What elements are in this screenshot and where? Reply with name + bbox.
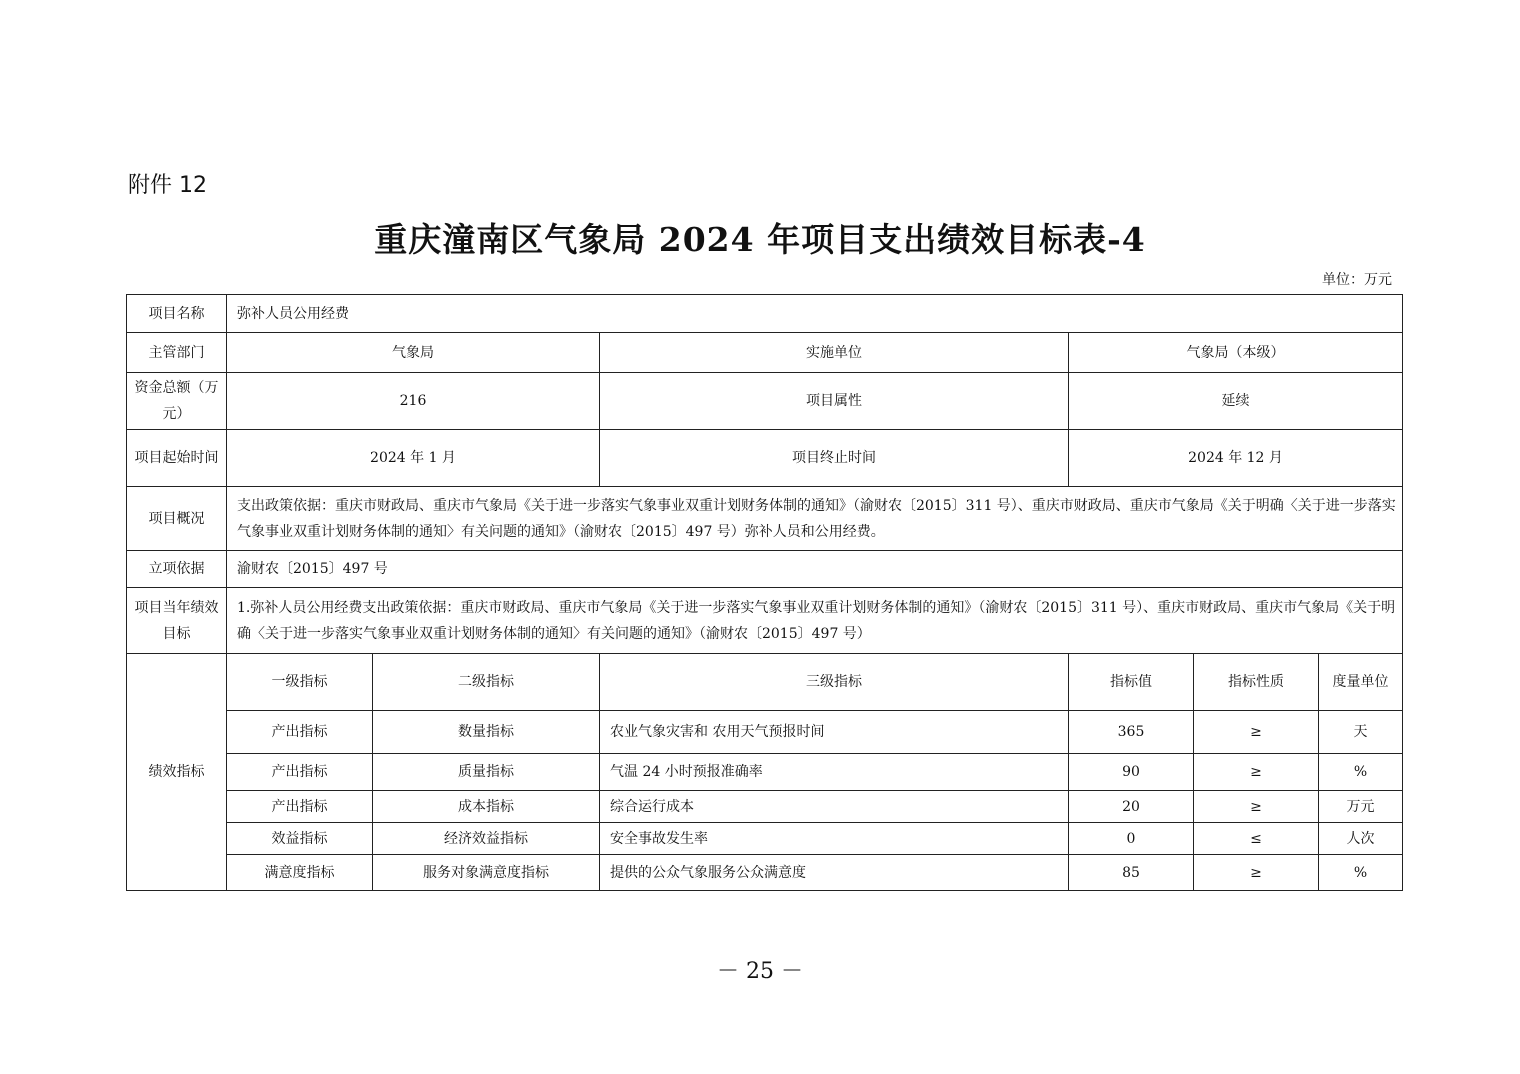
nature-cell: ≥ [1194,711,1319,754]
basis-label: 立项依据 [127,551,227,588]
project-attribute-label: 项目属性 [600,373,1069,430]
unit-cell: % [1319,754,1403,791]
nature-cell: ≥ [1194,791,1319,823]
level2-cell: 成本指标 [373,791,600,823]
unit-cell: % [1319,855,1403,891]
value-cell: 20 [1069,791,1194,823]
overview-label: 项目概况 [127,487,227,551]
project-attribute-value: 延续 [1069,373,1403,430]
level3-cell: 农业气象灾害和 农用天气预报时间 [600,711,1069,754]
fund-total-value: 216 [227,373,600,430]
department-value: 气象局 [227,333,600,373]
overview-value: 支出政策依据：重庆市财政局、重庆市气象局《关于进一步落实气象事业双重计划财务体制的通知》（渝财农〔2015〕311 号）、重庆市财政局、重庆市气象局《关于明确〈关于进一步落实气象事业双重计划财务体制的通知〉有关问题的通知》（渝财农〔2015〕497 号）弥补人员和公用经费。 [227,487,1403,551]
header-level1: 一级指标 [227,654,373,711]
department-label: 主管部门 [127,333,227,373]
header-value: 指标值 [1069,654,1194,711]
level1-cell: 产出指标 [227,791,373,823]
header-unit: 度量单位 [1319,654,1403,711]
level2-cell: 服务对象满意度指标 [373,855,600,891]
header-level3: 三级指标 [600,654,1069,711]
level2-cell: 质量指标 [373,754,600,791]
table-row [127,791,1403,823]
level3-cell: 提供的公众气象服务公众满意度 [600,855,1069,891]
level1-cell: 效益指标 [227,823,373,855]
table-row [127,823,1403,855]
page-number: － 25 － [717,959,803,984]
unit-cell: 人次 [1319,823,1403,855]
project-name-label: 项目名称 [127,295,227,333]
table-row [127,711,1403,754]
level2-cell: 数量指标 [373,711,600,754]
end-time-label: 项目终止时间 [600,430,1069,487]
end-time-value: 2024 年 12 月 [1069,430,1403,487]
header-level2: 二级指标 [373,654,600,711]
annual-goal-label: 项目当年绩效目标 [127,588,227,654]
value-cell: 365 [1069,711,1194,754]
level3-cell: 气温 24 小时预报准确率 [600,754,1069,791]
level1-cell: 满意度指标 [227,855,373,891]
implementing-unit-label: 实施单位 [600,333,1069,373]
unit-note: 单位：万元 [1322,272,1392,288]
page-title: 重庆潼南区气象局 2024 年项目支出绩效目标表-4 [374,220,1146,259]
header-nature: 指标性质 [1194,654,1319,711]
start-time-label: 项目起始时间 [127,430,227,487]
basis-value: 渝财农〔2015〕497 号 [227,551,1403,588]
performance-indicators-label: 绩效指标 [127,654,227,891]
unit-cell: 万元 [1319,791,1403,823]
implementing-unit-value: 气象局（本级） [1069,333,1403,373]
table-row [127,754,1403,791]
unit-cell: 天 [1319,711,1403,754]
nature-cell: ≥ [1194,754,1319,791]
annual-goal-value: 1.弥补人员公用经费支出政策依据：重庆市财政局、重庆市气象局《关于进一步落实气象事业双重计划财务体制的通知》（渝财农〔2015〕311 号）、重庆市财政局、重庆市气象局《关于明确〈关于进一步落实气象事业双重计划财务体制的通知〉有关问题的通知》（渝财农〔2015〕497 号） [227,588,1403,654]
level2-cell: 经济效益指标 [373,823,600,855]
attachment-label: 附件 12 [128,173,207,198]
table-row [127,855,1403,891]
level3-cell: 综合运行成本 [600,791,1069,823]
value-cell: 85 [1069,855,1194,891]
project-name-value: 弥补人员公用经费 [227,295,1403,333]
value-cell: 0 [1069,823,1194,855]
performance-table [126,294,1403,891]
level1-cell: 产出指标 [227,711,373,754]
nature-cell: ≥ [1194,855,1319,891]
level3-cell: 安全事故发生率 [600,823,1069,855]
level1-cell: 产出指标 [227,754,373,791]
nature-cell: ≤ [1194,823,1319,855]
value-cell: 90 [1069,754,1194,791]
fund-total-label: 资金总额（万元） [127,373,227,430]
start-time-value: 2024 年 1 月 [227,430,600,487]
